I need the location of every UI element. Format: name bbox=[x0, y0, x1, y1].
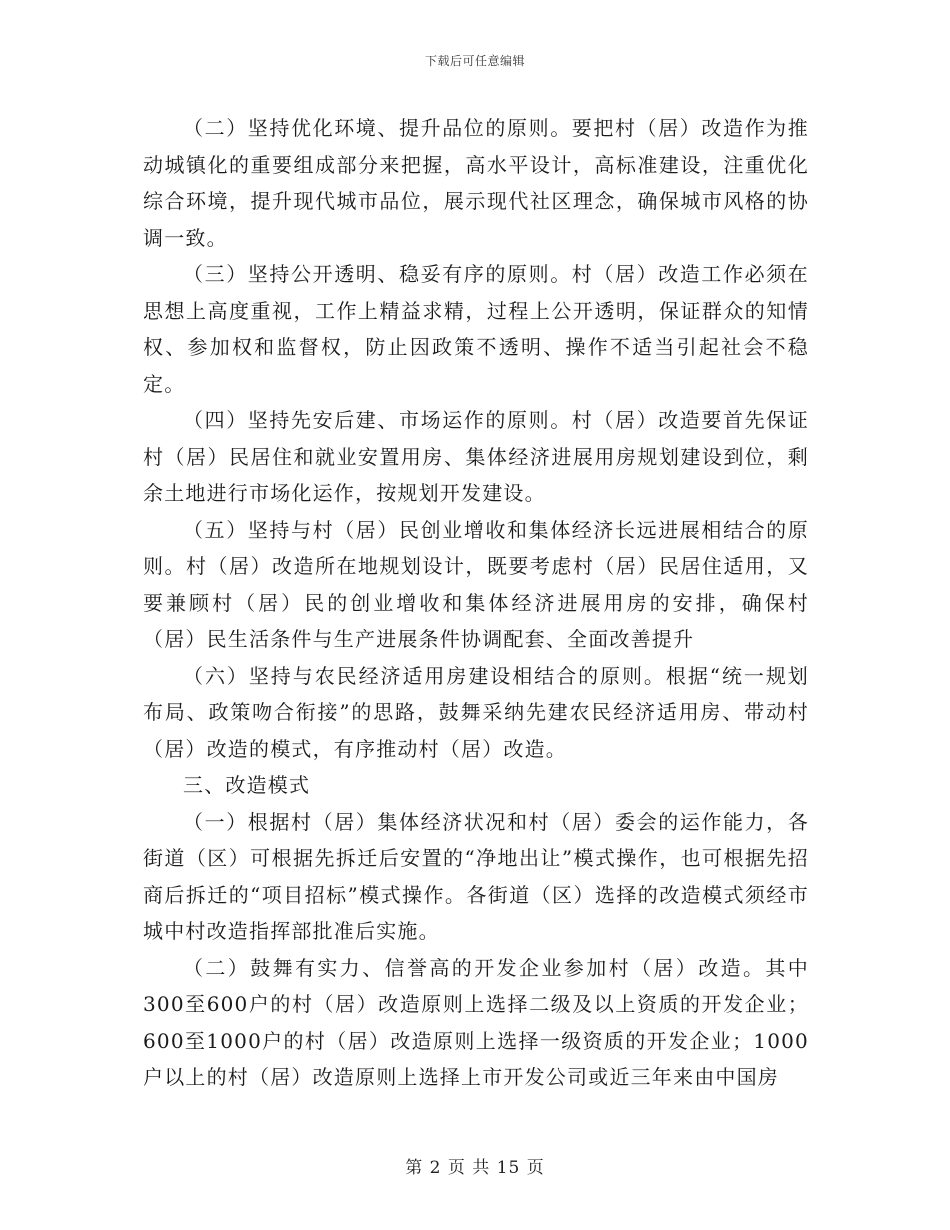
paragraph-principle-4: （四）坚持先安后建、市场运作的原则。村（居）改造要首先保证村（居）民居住和就业安置用房、集体经济进展用房规划建设到位，剩余土地进行市场化运作，按规划开发建设。 bbox=[143, 408, 809, 505]
page-header-note: 下载后可任意编辑 bbox=[424, 54, 525, 68]
page-number-footer: 第 2 页 共 15 页 bbox=[405, 1158, 545, 1178]
paragraph-principle-5: （五）坚持与村（居）民创业增收和集体经济长远进展相结合的原则。村（居）改造所在地规划设计，既要考虑村（居）民居住适用，又要兼顾村（居）民的创业增收和集体经济进展用房的安排，确保村（居）民生活条件与生产进展条件协调配套、全面改善提升 bbox=[143, 517, 809, 651]
paragraph-mode-2: （二）鼓舞有实力、信誉高的开发企业参加村（居）改造。其中300至600户的村（居）改造原则上选择二级及以上资质的开发企业；600至1000户的村（居）改造原则上选择一级资质的开发企业；1000户以上的村（居）改造原则上选择上市开发公司或近三年来由中国房 bbox=[143, 955, 809, 1089]
section-heading-renovation-mode: 三、改造模式 bbox=[183, 773, 311, 797]
paragraph-mode-1: （一）根据村（居）集体经济状况和村（居）委会的运作能力，各街道（区）可根据先拆迁后安置的“净地出让”模式操作，也可根据先招商后拆迁的“项目招标”模式操作。各街道（区）选择的改造模式须经市城中村改造指挥部批准后实施。 bbox=[143, 809, 809, 943]
document-body bbox=[143, 110, 809, 1096]
paragraph-principle-3: （三）坚持公开透明、稳妥有序的原则。村（居）改造工作必须在思想上高度重视，工作上精益求精，过程上公开透明，保证群众的知情权、参加权和监督权，防止因政策不透明、操作不适当引起社会不稳定。 bbox=[143, 262, 809, 396]
paragraph-principle-2: （二）坚持优化环境、提升品位的原则。要把村（居）改造作为推动城镇化的重要组成部分来把握，高水平设计，高标准建设，注重优化综合环境，提升现代城市品位，展示现代社区理念，确保城市风格的协调一致。 bbox=[143, 116, 809, 250]
paragraph-principle-6: （六）坚持与农民经济适用房建设相结合的原则。根据“统一规划布局、政策吻合衔接”的思路，鼓舞采纳先建农民经济适用房、带动村（居）改造的模式，有序推动村（居）改造。 bbox=[143, 663, 809, 761]
